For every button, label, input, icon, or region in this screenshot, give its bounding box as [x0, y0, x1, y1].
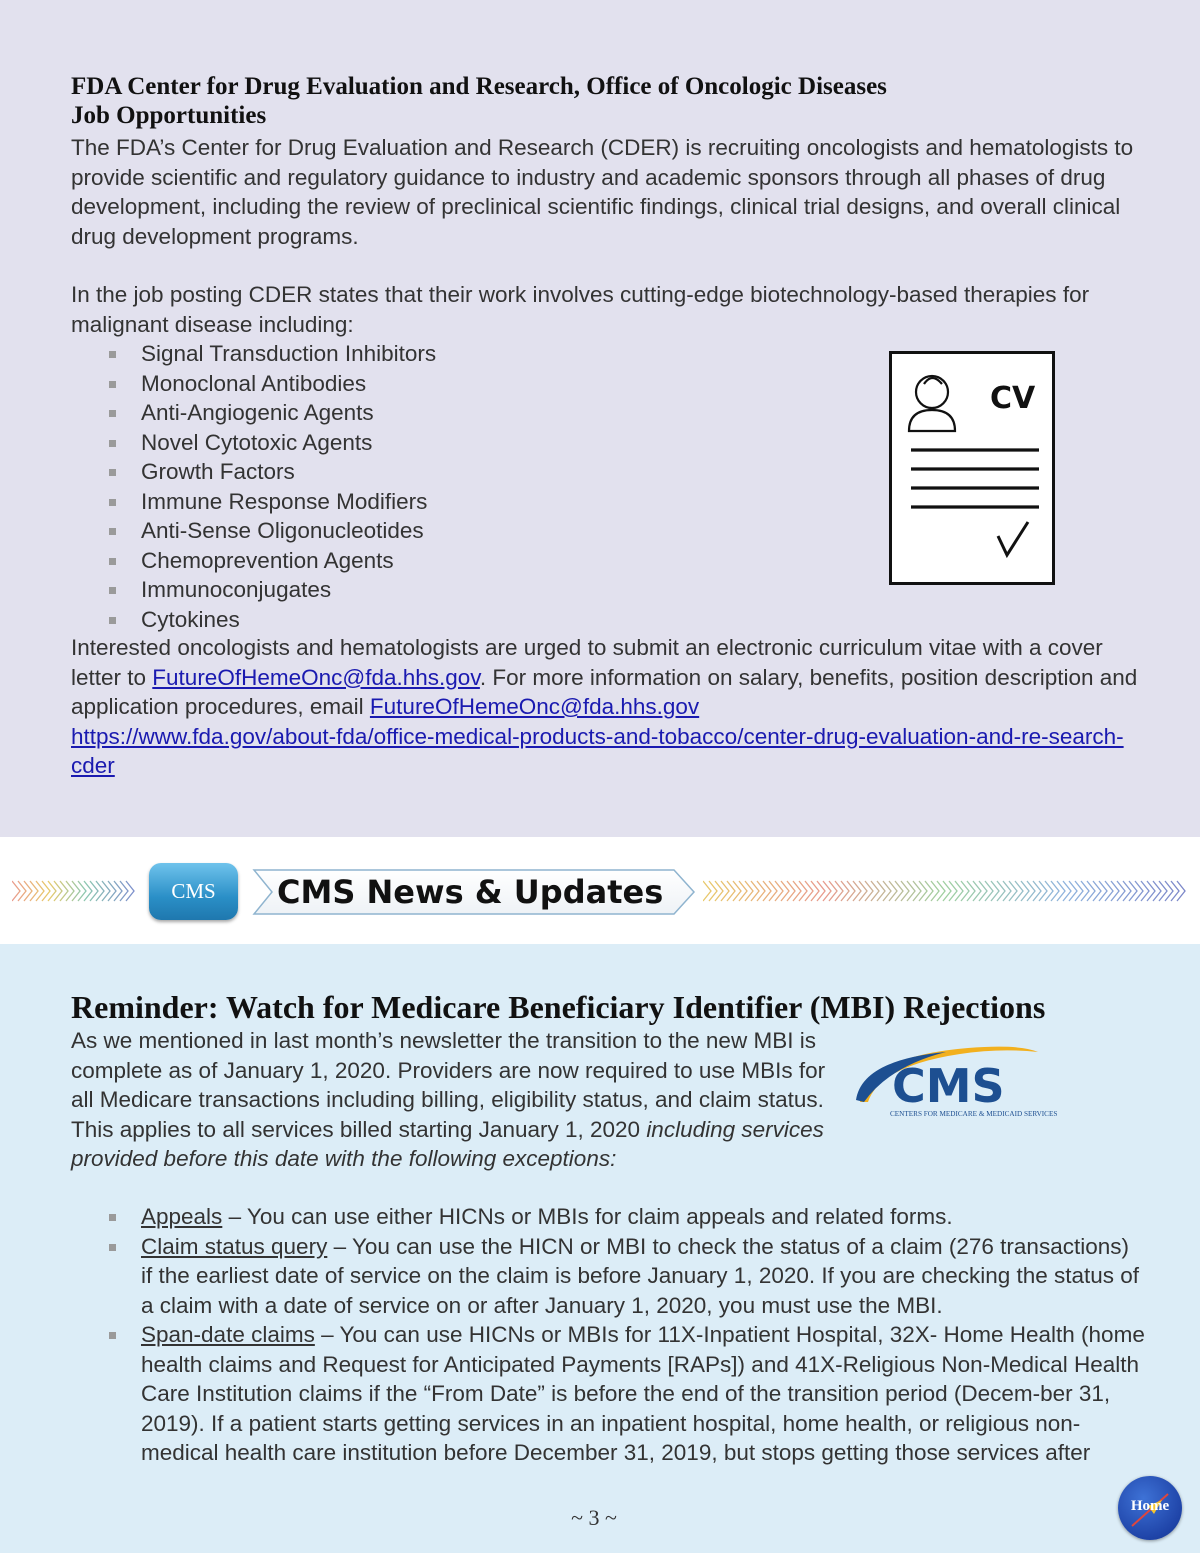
list-item: Novel Cytotoxic Agents [71, 428, 771, 458]
list-item: Signal Transduction Inhibitors [71, 339, 771, 369]
list-item: Anti-Sense Oligonucleotides [71, 516, 771, 546]
contact-text-2: . For more information on salary, benefits, position description and application procedures, email [71, 664, 1138, 719]
page-number: ~ 3 ~ [571, 1505, 617, 1530]
email-link[interactable]: FutureOfHemeOnc@fda.hhs.gov [152, 664, 480, 690]
exception-term: Claim status query [141, 1233, 328, 1259]
cms-logo [850, 1040, 1070, 1122]
mbi-text-italic: including services provided before this date with the following exceptions: [71, 1116, 824, 1171]
chevron-stripes-right [703, 880, 1191, 902]
fda-heading-line1: FDA Center for Drug Evaluation and Research, Office of Oncologic Diseases [71, 73, 887, 100]
list-item: Immunoconjugates [71, 575, 771, 605]
home-label: Home [1130, 1498, 1170, 1514]
exception-list [71, 1202, 1146, 1468]
mbi-paragraph [71, 1026, 831, 1174]
exception-term: Span-date claims [141, 1322, 315, 1347]
chevron-stripe [703, 881, 1185, 901]
cms-logo-subtitle: CENTERS FOR MEDICARE & MEDICAID SERVICES [890, 1110, 1058, 1118]
list-item [71, 1320, 1146, 1468]
list-item: Immune Response Modifiers [71, 487, 771, 517]
fda-url-link[interactable]: https://www.fda.gov/about-fda/office-medical-products-and-tobacco/center-drug-evaluation-and-re-search-cder [71, 723, 1124, 778]
list-item: Monoclonal Antibodies [71, 369, 771, 399]
check-icon [998, 522, 1028, 555]
home-button[interactable] [1118, 1476, 1182, 1540]
cms-band-title: CMS News & Updates [277, 873, 664, 911]
fda-posting-paragraph: In the job posting CDER states that their work involves cutting-edge biotechnology-based therapies for malignant disease including: [71, 282, 1090, 337]
fda-contact-paragraph [71, 633, 1146, 781]
fda-intro-paragraph: The FDA’s Center for Drug Evaluation and Research (CDER) is recruiting oncologists and hematologists to provide scientific and regulatory guidance to industry and academic sponsors through all phases of drug development, including the review of preclinical scientific findings, clinical trial designs, and overall clinical drug development programs. [71, 135, 1134, 249]
list-item: Anti-Angiogenic Agents [71, 398, 771, 428]
list-item: Chemoprevention Agents [71, 546, 771, 576]
list-item: Growth Factors [71, 457, 771, 487]
list-item [71, 1232, 1146, 1321]
list-item [71, 1202, 1146, 1232]
fda-heading-line2: Job Opportunities [71, 102, 267, 129]
cv-document-icon [892, 354, 1052, 582]
cv-label: CV [990, 381, 1036, 416]
chevron-stripes-left [12, 880, 136, 902]
therapy-list [71, 339, 771, 634]
exception-text: – You can use HICNs or MBIs for 11X-Inpatient Hospital, 32X- Home Health (home health claims and Request for Anticipated Payments [RAPs]) and 41X-Religious Non-Medical Health Care Institution claims if the “From Date” is before the end of the transition period (Decem-ber 31, 2019). If a patient starts getting services in an inpatient hospital, home health, or religious non-medical health care institution before December 31, 2019, but stops getting those services after [141, 1322, 1145, 1465]
list-item: Cytokines [71, 605, 771, 635]
exception-text: – You can use either HICNs or MBIs for claim appeals and related forms. [222, 1204, 953, 1229]
exception-term: Appeals [141, 1204, 223, 1229]
email-link-2[interactable]: FutureOfHemeOnc@fda.hhs.gov [369, 694, 700, 719]
mbi-text: As we mentioned in last month’s newsletter the transition to the new MBI is complete as of January 1, 2020. Providers are now required to use MBIs for all Medicare transactions including billing, eligibility status, and claim status. This applies to all services billed starting January 1, 2020 [71, 1028, 826, 1142]
contact-text-1: Interested oncologists and hematologists are urged to submit an electronic curriculum vitae with a cover letter to [71, 635, 1103, 690]
cms-pill-badge: CMS [149, 863, 238, 920]
exception-text: – You can use the HICN or MBI to check the status of a claim (276 transactions) if the earliest date of service on the claim is before January 1, 2020. If you are checking the status of a claim with a date of service on or after January 1, 2020, you must use the MBI. [141, 1233, 1140, 1318]
cms-logo-text: CMS [892, 1059, 1005, 1113]
cv-illustration [889, 351, 1055, 585]
fda-heading [71, 72, 1071, 130]
cms-heading: Reminder: Watch for Medicare Beneficiary Identifier (MBI) Rejections [71, 989, 1046, 1025]
